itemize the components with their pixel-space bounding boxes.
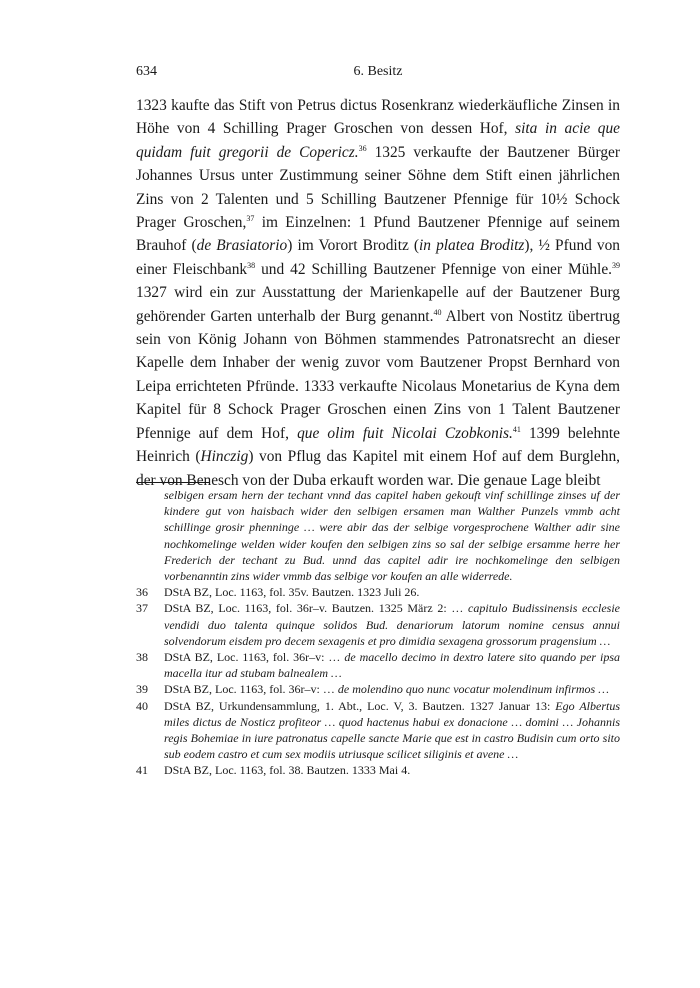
footnote-number: 40 <box>136 698 148 713</box>
footnote-ref-41: 41 <box>512 424 521 434</box>
footnote-number: 39 <box>136 682 148 697</box>
latin-quote: capitulo Budissinensis ecclesie vendidi duo talenta quinque solidos Bud. denariorum latorum nomine census annui solvendorum eisdem pro decem sexagenis et pro dimidia sexagena grossorum pragensium … <box>164 601 620 648</box>
latin-quote: de macello decimo in dextro latere sito quando per ipsa macella itur ad stubam balnealem … <box>164 650 620 681</box>
footnote-rule <box>136 482 210 483</box>
footnote-number: 38 <box>136 650 148 665</box>
citation: DStA BZ, Loc. 1163, fol. 36r–v: … <box>164 682 338 697</box>
text-run: ), ½ Pfund von einer Fleischbank <box>136 237 620 278</box>
footnote-ref-40: 40 <box>433 307 442 317</box>
citation: DStA BZ, Loc. 1163, fol. 36r–v: … <box>164 650 345 665</box>
footnote-text <box>164 698 620 763</box>
text-run: 1327 wird ein zur Ausstattung der Marienkapelle auf der Bautzener Burg gehörender Garten unterhalb der Burg genannt. <box>136 284 620 325</box>
footnote-37 <box>136 600 620 649</box>
footnote-number: 36 <box>136 585 148 600</box>
latin-term: in platea Broditz <box>419 237 525 255</box>
text-run: Albert von Nostitz übertrug sein von König Johann von Böhmen stammendes Patronatsrecht an dieser Kapelle dem Inhaber der wenig zuvor vom Bautzener Propst Bernhard von Leipa errichteten Pfründe. 1333 verkaufte Nicolaus Monetarius de Kyna dem Kapitel für 8 Schock Prager Groschen einen Zins von 1 Talent Bautzener Pfennige auf dem Hof, <box>136 307 620 442</box>
footnotes <box>136 487 620 779</box>
footnote-39 <box>136 681 620 697</box>
footnote-number: 37 <box>136 601 148 616</box>
footnote-number: 41 <box>136 763 148 778</box>
latin-quote: de molendino quo nunc vocatur molendinum infirmos … <box>337 682 609 697</box>
body-paragraph <box>136 94 620 492</box>
text-run: und 42 Schilling Bautzener Pfennige von einer Mühle. <box>255 260 612 278</box>
running-title: 6. Besitz <box>353 64 403 79</box>
footnote-38 <box>136 649 620 681</box>
main-text <box>136 94 620 492</box>
footnote-41 <box>136 762 620 778</box>
citation: DStA BZ, Loc. 1163, fol. 36r–v. Bautzen. 1325 März 2: … <box>164 601 469 616</box>
footnote-ref-39: 39 <box>612 260 620 270</box>
footnote-text <box>164 600 620 649</box>
footnote-ref-38: 38 <box>247 260 256 270</box>
footnote-ref-37: 37 <box>246 213 255 223</box>
latin-quote: sita in acie que quidam fuit gregorii de Copericz. <box>136 120 621 161</box>
footnote-text <box>164 649 620 681</box>
latin-term: de Brasiatorio <box>196 237 288 255</box>
footnote-text <box>164 681 620 697</box>
text-run: im Einzelnen: 1 Pfund Bautzener Pfennige auf seinem Brauhof ( <box>136 214 620 255</box>
footnote-text: DStA BZ, Loc. 1163, fol. 38. Bautzen. 1333 Mai 4. <box>164 763 411 778</box>
name-variant: Hinczig <box>200 448 249 466</box>
footnote-continuation: selbigen ersam hern der techant vnnd das capitel haben gekouft vinf schillinge zinses uf der kindere gut von haisbach wider den selbigen ersamen man Walther Punzels vmmb acht schillinge grosir phenninge … were abir das der selbige vorgesprochene Walther adir sine nochkomelinge welden wider koufen den selbigen zins so sal der selbige ersamme herre her Frederich der techant zu Bud. unnd das capitel adir ire nochkomelinge den selbigen vorbenanntin zins wider vmmb das selbige vor koufen an alle widerrede. <box>164 488 620 584</box>
latin-quote: Ego Albertus miles dictus de Nosticz profiteor … quod hactenus habui ex donacione … domini … Johannis regis Bohemiae in iure patronatus capelle sancte Marie que est in castro Budisin cum orto sito sub eodem castro et cum sex modiis utriusque scilicet siliginis et avene … <box>164 698 620 762</box>
text-run: 1323 kaufte das Stift von Petrus dictus Rosenkranz wiederkäufliche Zinsen in Höhe von 4 Schilling Prager Groschen von dessen Hof, <box>136 97 620 138</box>
text-run: ) von Pflug das Kapitel mit einem Hof auf dem Burglehn, der von Benesch von der Duba erkauft worden war. Die genaue Lage bleibt <box>136 448 620 489</box>
footnote-ref-36: 36 <box>358 143 367 153</box>
text-run: 1325 verkaufte der Bautzener Bürger Johannes Ursus unter Zustimmung seiner Söhne dem Stift einen jährlichen Zins von 2 Talenten und 5 Schilling Bautzener Pfennige für 10½ Schock Prager Groschen, <box>136 143 620 232</box>
footnote-40 <box>136 698 620 763</box>
page-number: 634 <box>136 64 157 79</box>
latin-quote: que olim fuit Nicolai Czobkonis. <box>297 424 513 442</box>
footnote-36 <box>136 584 620 600</box>
text-run: 1399 belehnte Heinrich ( <box>136 424 620 466</box>
footnote-text: DStA BZ, Loc. 1163, fol. 35v. Bautzen. 1323 Juli 26. <box>164 585 420 600</box>
citation: DStA BZ, Urkundensammlung, 1. Abt., Loc. V, 3. Bautzen. 1327 Januar 13: <box>164 698 556 713</box>
text-run: ) im Vorort Broditz ( <box>287 237 420 255</box>
